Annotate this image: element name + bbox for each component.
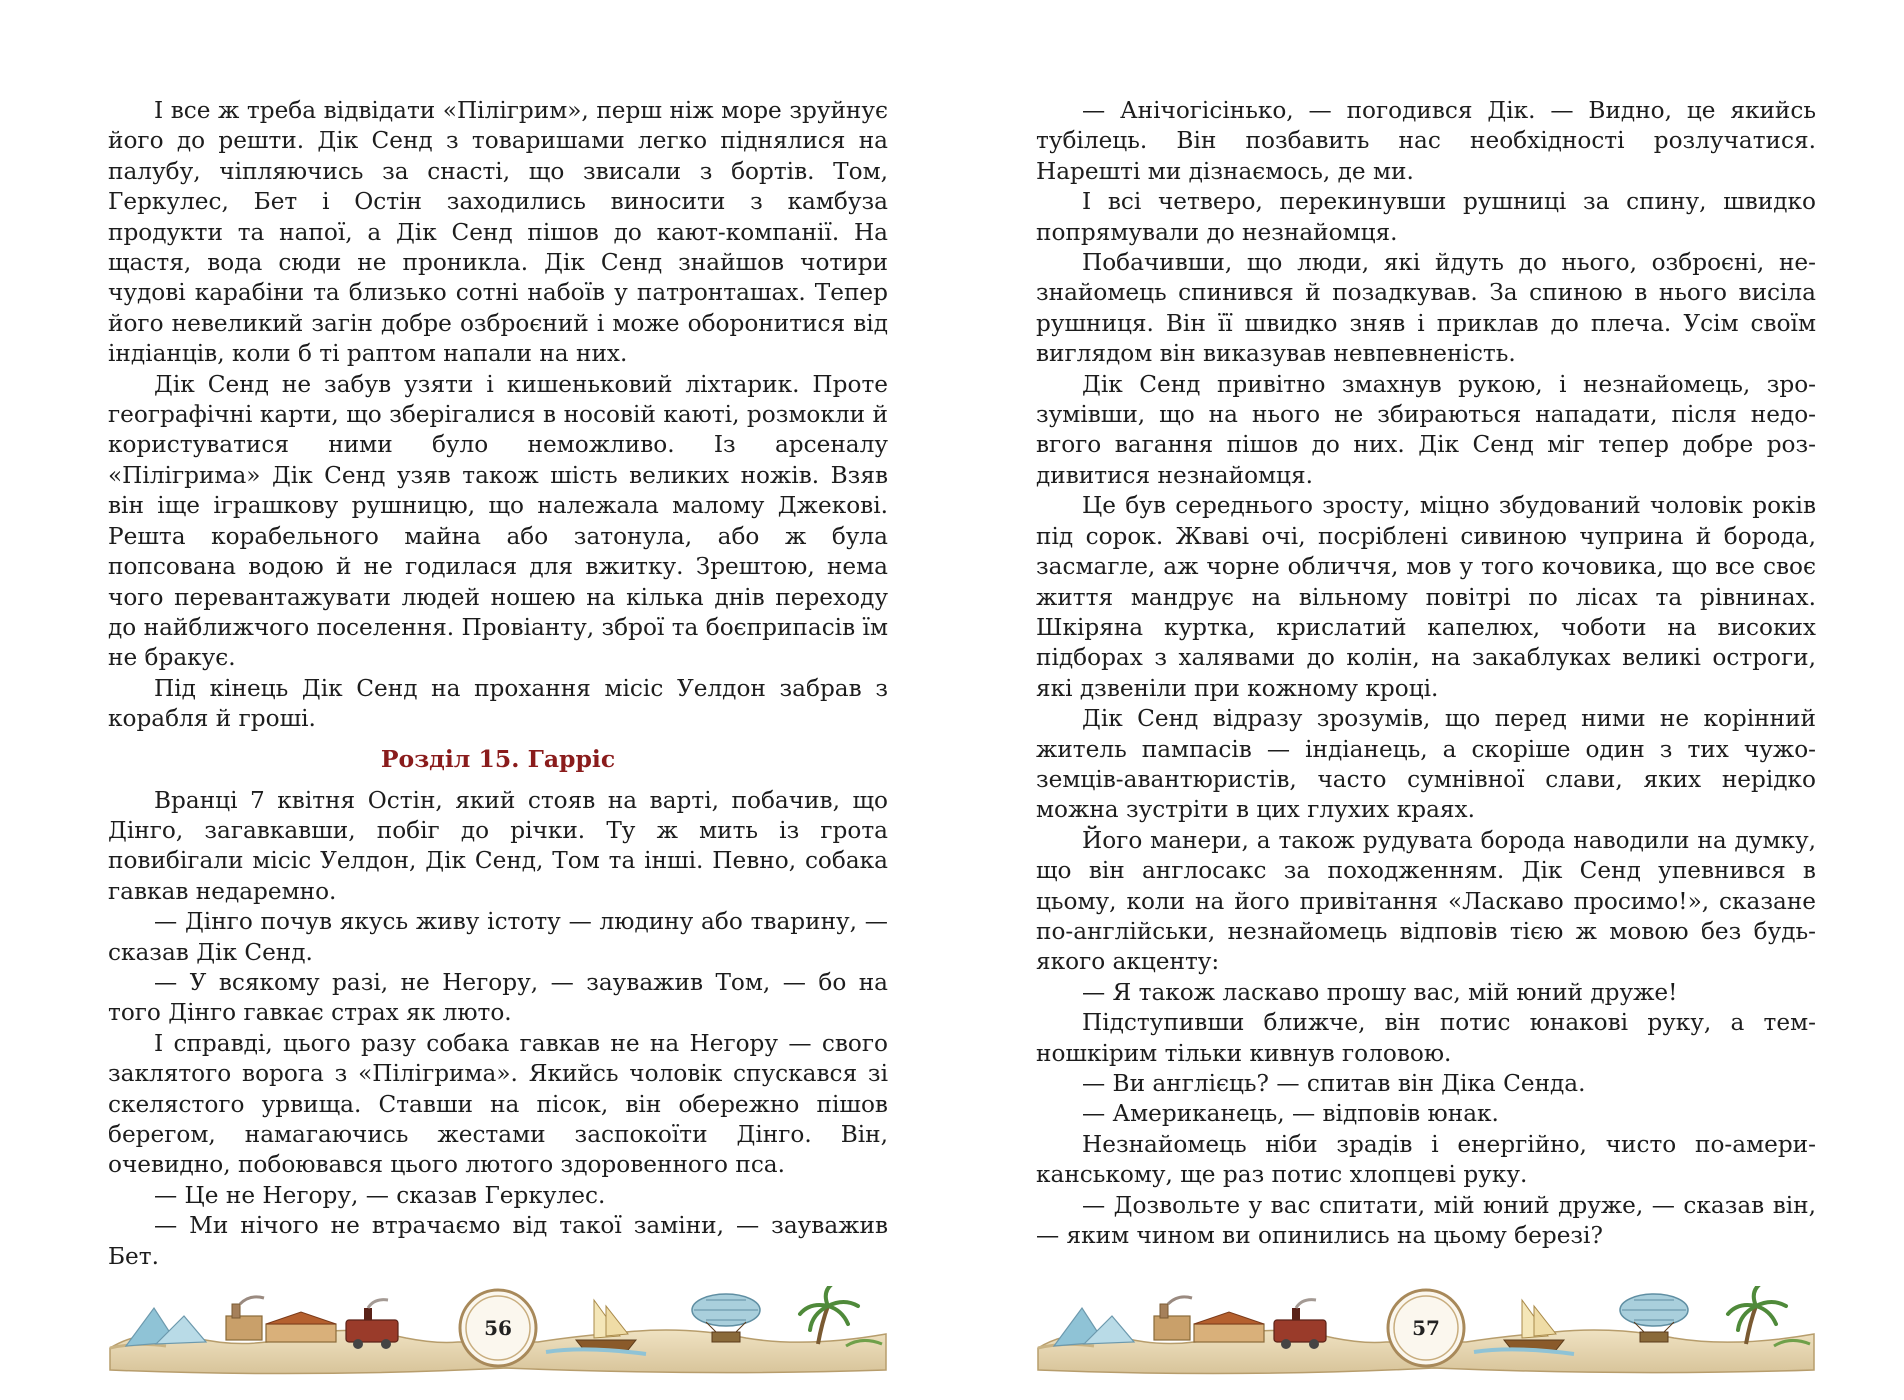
paragraph: І всі четверо, перекинувши рушниці за спину, швидко попрямували до незнайомця. — [1036, 188, 1816, 246]
dialogue-line: — Я також ласкаво прошу вас, мій юний друже! — [1082, 978, 1678, 1006]
page-number: 56 — [484, 1316, 512, 1340]
paragraph: Під кінець Дік Сенд на прохання місіс Уелдон забрав з корабля й гроші. — [108, 674, 888, 733]
paragraph: Незнайомець ніби зрадів і енергійно, чисто по-американському, ще раз потис хлопцеві руку. — [1036, 1130, 1816, 1189]
right-page-footer — [1034, 1286, 1818, 1376]
dialogue-line: — Це не Негору, — сказав Геркулес. — [154, 1181, 606, 1209]
dialogue-line: — Дозвольте у вас спитати, мій юний друже, — сказав він, — яким чином ви опинились на цьому березі? — [1036, 1191, 1816, 1250]
page-number: 57 — [1412, 1316, 1440, 1340]
left-page-text — [108, 96, 888, 1272]
paragraph: Побачивши, що люди, які йдуть до нього, озброєні, незнайомець спинився й позадкував. За спиною в нього висіла рушниця. Він її швидко зняв і приклав до плеча. Усім своїм виглядом він виказував невпевненість. — [1036, 249, 1816, 368]
dialogue-line: — Ви англієць? — спитав він Діка Сенда. — [1082, 1070, 1586, 1097]
dialogue-line: — Ми нічого не втрачаємо від такої заміни, — зауважив Бет. — [108, 1212, 888, 1270]
paragraph: Підступивши ближче, він потис юнакові руку, а темношкірим тільки кивнув головою. — [1036, 1009, 1816, 1067]
dialogue-line: — Анічогісінько, — погодився Дік. — Видно, це якийсь тубілець. Він позбавить нас необхідності розлучатися. Нарешті ми дізнаємось, де ми. — [1036, 97, 1816, 185]
dialogue-line: — У всякому разі, не Негору, — зауважив Том, — бо на того Дінго гавкає страх як люто. — [108, 968, 888, 1027]
left-page — [108, 96, 888, 1396]
paragraph: Дік Сенд не забув узяти і кишеньковий ліхтарик. Проте географічні карти, що зберігалися в носовій каюті, розмокли й користуватися ними було неможливо. Із арсеналу «Пілігрима» Дік Сенд узяв також шість великих ножів. Взяв він іще іграшкову рушницю, що належала малому Джекові. Решта корабельного майна або затонула, або ж була попсована водою й не годилася для вжитку. Зрештою, нема чого перевантажувати людей ношею на кілька днів переходу до найближчого поселення. Провіанту, зброї та боєприпасів їм не бракує. — [108, 370, 888, 672]
paragraph: І справді, цього разу собака гавкав не на Негору — свого заклятого ворога з «Пілігрима». Якийсь чоловік спускався зі скелястого урвища. Ставши на пісок, він обережно пішов берегом, намагаючись жестами заспокоїти Дінго. Він, очевидно, побоювався цього лютого здоровенного пса. — [108, 1029, 888, 1179]
paragraph: І все ж треба відвідати «Пілігрим», перш ніж море зруйнує його до решти. Дік Сенд з товаришами легко піднялися на палубу, чіпляючись за снасті, що звисали з бортів. Том, Геркулес, Бет і Остін заходились виносити з камбуза продукти та напої, а Дік Сенд пішов до кают-компанії. На щастя, вода сюди не проникла. Дік Сенд знайшов чотири чудові карабіни та близько сотні набоїв у патронташах. Тепер його невеликий загін добре озброєний і може оборонитися від індіанців, коли б ті раптом напали на них. — [108, 97, 888, 368]
dialogue-line: — Дінго почув якусь живу істоту — людину або тварину, — сказав Дік Сенд. — [108, 908, 888, 966]
paragraph: Це був середнього зросту, міцно збудований чоловік років під сорок. Жваві очі, посріблені сивиною чуприна й борода, засмагле, аж чорне обличчя, мов у того кочовика, що все своє життя мандрує на вільному повітрі по лісах та рівнинах. Шкіряна куртка, крислатий капелюх, чоботи на високих підборах з халявами до колін, на закаблуках великі остроги, які дзвеніли при кожному кроці. — [1036, 492, 1816, 702]
chapter-title: Розділ 15. Гарріс — [380, 744, 616, 773]
right-page-text — [1036, 96, 1816, 1251]
paragraph: Його манери, а також рудувата борода наводили на думку, що він англосакс за походженням. Дік Сенд упевнився в цьому, коли на його привітання «Ласкаво просимо!», сказане по-англійськи, незнайомець відповів тією ж мовою без будь-якого акценту: — [1036, 826, 1816, 976]
paragraph: Дік Сенд відразу зрозумів, що перед ними не корінний житель пампасів — індіанець, а скоріше один з тих чужоземців-авантюристів, часто сумнівної слави, яких нерідко можна зустріти в цих глухих краях. — [1036, 705, 1816, 824]
paragraph: Дік Сенд привітно змахнув рукою, і незнайомець, зрозумівши, що на нього не збираються нападати, після недовгого вагання пішов до них. Дік Сенд міг тепер добре роздивитися незнайомця. — [1036, 370, 1816, 489]
dialogue-line: — Американець, — відповів юнак. — [1082, 1100, 1499, 1128]
paragraph: Вранці 7 квітня Остін, який стояв на варті, побачив, що Дінго, загавкавши, побіг до річки. Ту ж мить із грота повибігали місіс Уелдон, Дік Сенд, Том та інші. Певно, собака гавкав недаремно. — [108, 786, 888, 905]
right-page — [1036, 96, 1816, 1396]
left-page-footer — [106, 1286, 890, 1376]
